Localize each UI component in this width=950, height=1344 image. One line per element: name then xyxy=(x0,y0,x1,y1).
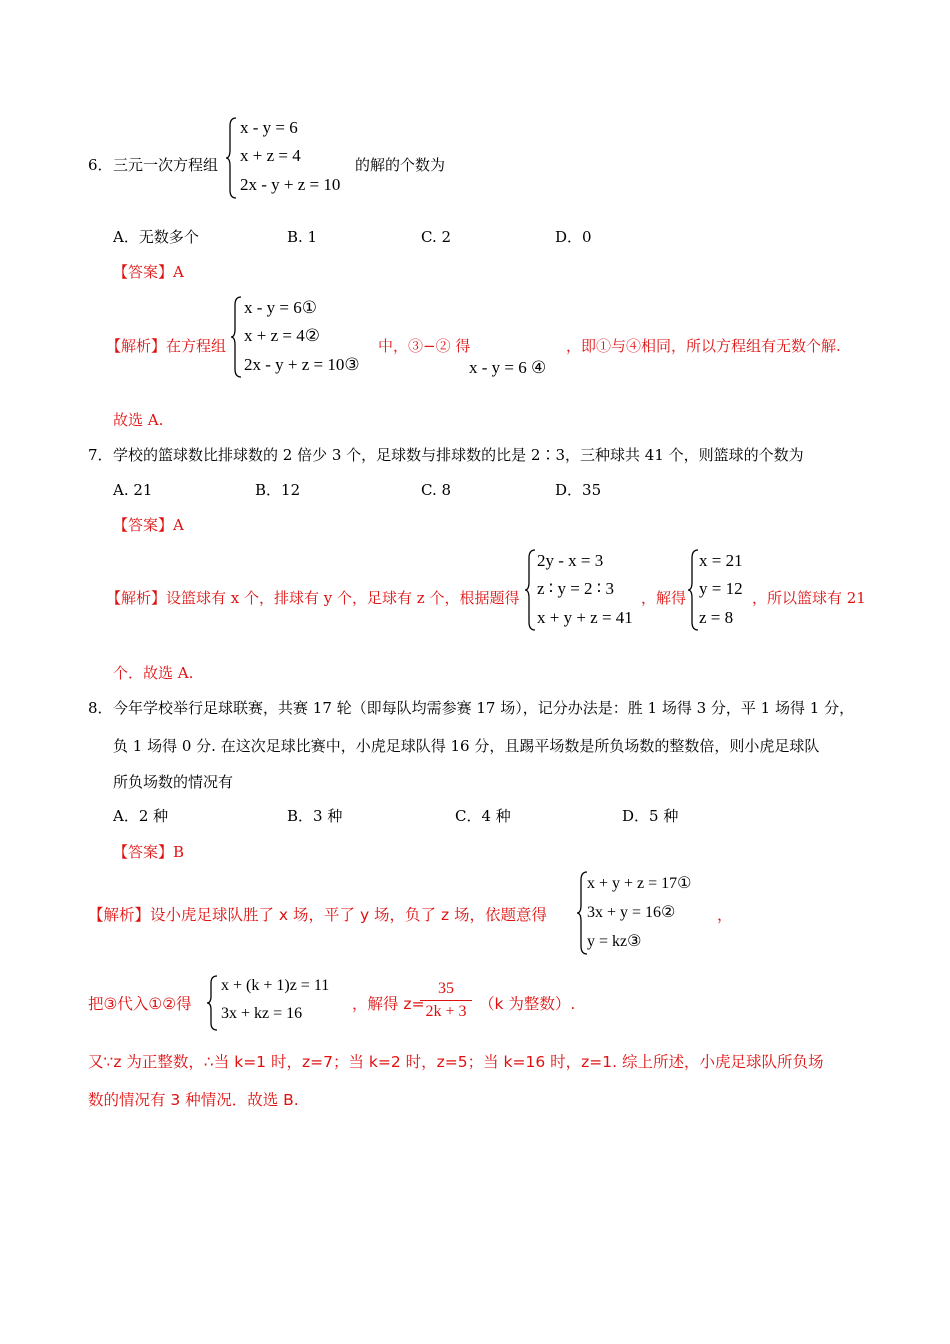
q7-solution-z: z = 8 xyxy=(699,608,734,627)
q6-option-b: B. 1 xyxy=(287,228,318,246)
q7-analysis-eq-1: 2y - x = 3 xyxy=(537,551,604,570)
fraction-bar xyxy=(420,1000,472,1001)
q8-option-a: A．2 种 xyxy=(113,807,169,825)
q7-analysis-system xyxy=(525,548,655,638)
q7-option-c: C. 8 xyxy=(421,481,452,499)
q7-analysis-b: ，解得 xyxy=(641,589,687,607)
q6-analysis-system xyxy=(231,295,381,385)
q8-number: 8． xyxy=(88,699,113,717)
q8-sub-c: （k 为整数）. xyxy=(479,995,576,1013)
q6-analysis-a: 【解析】在方程组 xyxy=(106,337,227,355)
brace-icon xyxy=(207,974,219,1032)
q8-option-d: D．5 种 xyxy=(622,807,679,825)
q7-conclusion: 个．故选 A. xyxy=(113,664,194,682)
q6-option-a: A．无数多个 xyxy=(113,228,199,246)
q7-analysis-eq-3: x + y + z = 41 xyxy=(537,608,633,627)
q7-analysis-a: 【解析】设篮球有 x 个，排球有 y 个，足球有 z 个，根据题得 xyxy=(106,589,520,607)
q7-stem: 学校的篮球数比排球数的 2 倍少 3 个，足球数与排球数的比是 2∶3，三种球共 41 个，则篮球的个数为 xyxy=(113,446,804,464)
q6-eq-3: 2x - y + z = 10 xyxy=(240,175,341,194)
q6-option-c: C. 2 xyxy=(421,228,452,246)
q6-equation-system xyxy=(226,116,356,206)
q6-conclusion: 故选 A. xyxy=(113,411,164,429)
q8-sub-b: ，解得 z= xyxy=(352,995,425,1013)
q6-analysis-eq-3: 2x - y + z = 10③ xyxy=(244,355,360,374)
q8-sub-eq-2: 3x + kz = 16 xyxy=(221,1005,303,1022)
q8-sub-system xyxy=(207,974,357,1034)
brace-icon xyxy=(525,548,537,632)
q7-number: 7． xyxy=(88,446,113,464)
q8-analysis-system xyxy=(577,870,717,960)
q8-analysis-a-end: ， xyxy=(717,906,733,924)
q7-analysis-c: ，所以篮球有 21 xyxy=(752,589,866,607)
q8-fraction xyxy=(420,980,472,1021)
q8-option-c: C．4 种 xyxy=(455,807,511,825)
brace-icon xyxy=(231,295,243,379)
q7-solution-y: y = 12 xyxy=(699,579,743,598)
q8-analysis-eq-2: 3x + y = 16② xyxy=(587,904,676,921)
q8-analysis-a: 【解析】设小虎足球队胜了 x 场，平了 y 场，负了 z 场，依题意得 xyxy=(88,906,548,924)
q7-answer: 【答案】A xyxy=(113,516,184,534)
q6-number: 6． xyxy=(88,156,113,174)
q6-answer: 【答案】A xyxy=(113,263,184,281)
q6-option-d: D．0 xyxy=(555,228,592,246)
q7-option-b: B．12 xyxy=(255,481,301,499)
q8-stem-line-1: 今年学校举行足球联赛，共赛 17 轮（即每队均需参赛 17 场），记分办法是：胜 1 场得 3 分，平 1 场得 1 分， xyxy=(113,699,855,717)
q8-analysis-eq-1: x + y + z = 17① xyxy=(587,875,692,892)
q8-final-line-1: 又∵z 为正整数，∴当 k=1 时，z=7；当 k=2 时，z=5；当 k=16 时，z=1. 综上所述，小虎足球队所负场 xyxy=(88,1053,824,1071)
q7-solution-system xyxy=(688,548,758,638)
q8-fraction-numerator: 35 xyxy=(438,980,454,997)
q8-final-line-2: 数的情况有 3 种情况．故选 B. xyxy=(88,1091,299,1109)
q6-stem-b: 的解的个数为 xyxy=(355,156,446,174)
q6-eq-1: x - y = 6 xyxy=(240,118,298,137)
q8-fraction-denominator: 2k + 3 xyxy=(425,1003,467,1020)
q8-option-b: B．3 种 xyxy=(287,807,343,825)
q7-solution-x: x = 21 xyxy=(699,551,743,570)
q7-option-d: D．35 xyxy=(555,481,602,499)
q6-analysis-eq4: x - y = 6 ④ xyxy=(469,358,547,377)
q8-answer: 【答案】B xyxy=(113,843,185,861)
q8-sub-a: 把③代入①②得 xyxy=(88,995,192,1013)
q8-sub-eq-1: x + (k + 1)z = 11 xyxy=(221,977,330,994)
q8-stem-line-2: 负 1 场得 0 分. 在这次足球比赛中，小虎足球队得 16 分，且踢平场数是所负场数的整数倍，则小虎足球队 xyxy=(113,737,820,755)
q7-analysis-eq-2: z ∶ y = 2 ∶ 3 xyxy=(537,579,614,598)
q6-analysis-eq-2: x + z = 4② xyxy=(244,326,320,345)
q8-analysis-eq-3: y = kz③ xyxy=(587,933,642,950)
q6-eq-2: x + z = 4 xyxy=(240,146,301,165)
brace-icon xyxy=(226,116,238,200)
q6-analysis-c: ，即①与④相同，所以方程组有无数个解. xyxy=(566,337,841,355)
q7-option-a: A. 21 xyxy=(113,481,153,499)
q6-stem-a: 三元一次方程组 xyxy=(113,156,219,174)
q8-stem-line-3: 所负场数的情况有 xyxy=(113,773,234,791)
q6-analysis-b: 中，③−② 得 xyxy=(378,337,471,355)
q6-analysis-eq-1: x - y = 6① xyxy=(244,298,317,317)
